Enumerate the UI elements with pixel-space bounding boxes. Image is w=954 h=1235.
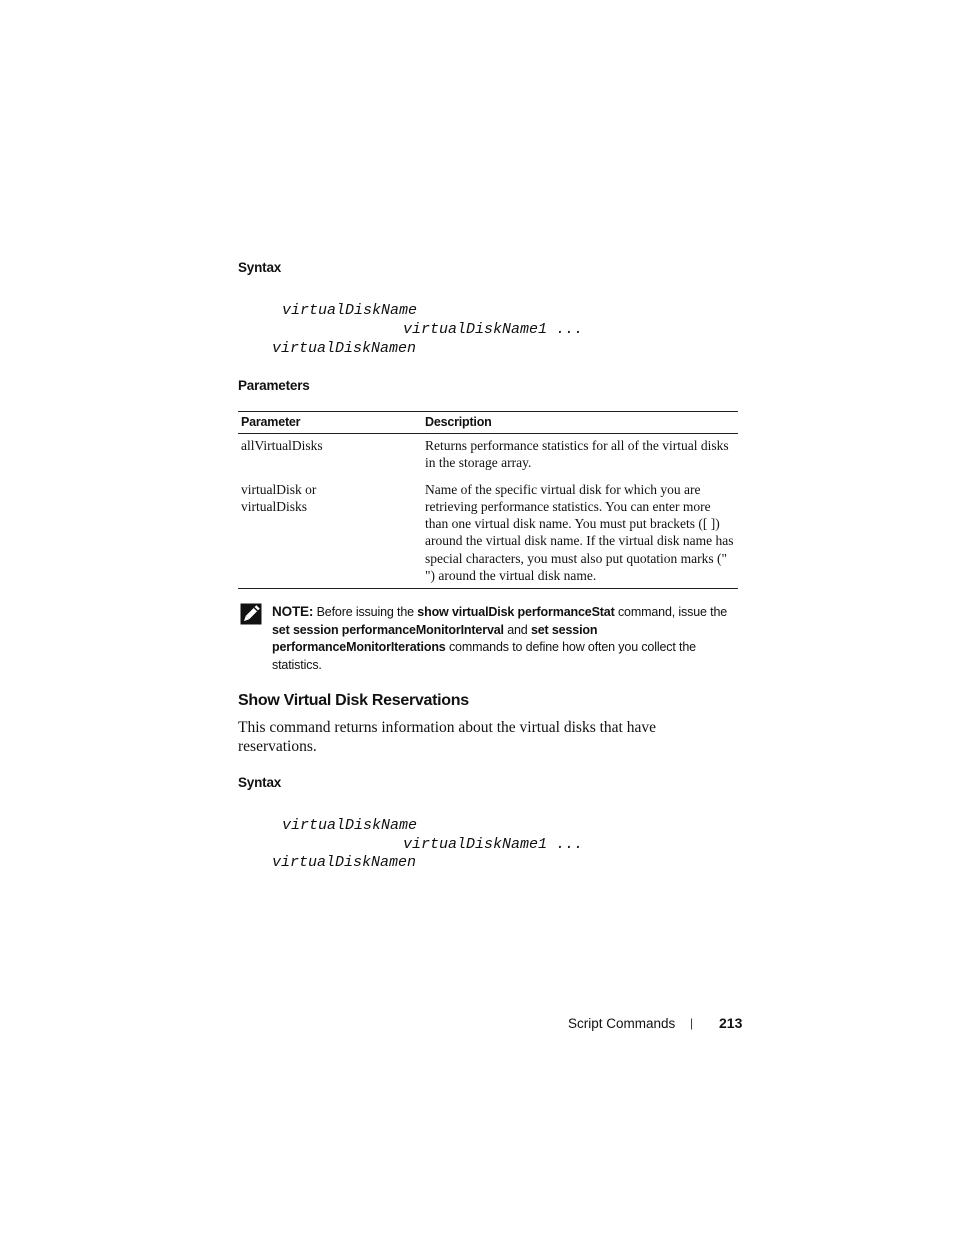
note-pencil-icon: [240, 603, 262, 625]
parameters-label: Parameters: [238, 378, 310, 393]
param-name: allVirtualDisks: [241, 438, 323, 453]
note-text-part: commands to define how often you collect the statistics.: [272, 640, 696, 672]
parameters-table: [238, 411, 738, 589]
footer-separator: |: [690, 1016, 694, 1030]
syntax-code-line-1: virtualDiskName: [282, 817, 418, 834]
syntax-code-line-3: virtualDiskNamen: [272, 854, 417, 871]
note-text-part: and: [507, 622, 528, 637]
note-text: [272, 603, 738, 674]
table-row: [238, 478, 738, 589]
note-text-part: Before issuing the: [316, 605, 414, 619]
note-command: set session performanceMonitorInterval: [272, 622, 504, 637]
note-text-part: command, issue the: [617, 605, 728, 619]
page-number: 213: [719, 1015, 743, 1031]
param-description: Returns performance statistics for all of the virtual disks in the storage array.: [425, 438, 729, 471]
syntax-label: Syntax: [238, 260, 282, 275]
param-name: virtualDisk or virtualDisks: [238, 478, 422, 589]
syntax-code-line-3: virtualDiskNamen: [272, 340, 417, 357]
param-description: Name of the specific virtual disk for which you are retrieving performance statistics. You can enter more than one virtual disk name. You must put brackets ([ ]) around the virtual disk name. If the virtual disk name has special characters, you must also put quotation marks (" ") around the virtual disk name.: [422, 478, 738, 589]
note-command: show virtualDisk performanceStat: [417, 605, 615, 619]
syntax-label: Syntax: [238, 775, 282, 790]
table-header-row: [238, 412, 738, 434]
column-header-parameter: Parameter: [238, 412, 422, 434]
note-label: NOTE:: [272, 604, 314, 619]
syntax-code-line-2: virtualDiskName1 ...: [403, 836, 584, 853]
syntax-code-line-1: virtualDiskName: [282, 302, 418, 319]
footer-section-title: Script Commands: [568, 1016, 676, 1031]
section-heading: Show Virtual Disk Reservations: [238, 692, 469, 709]
note-command: set session performanceMonitorIterations: [272, 622, 598, 654]
syntax-code-line-2: virtualDiskName1 ...: [403, 321, 584, 338]
column-header-description: Description: [422, 412, 738, 434]
section-body: This command returns information about the virtual disks that have reservations.: [238, 719, 656, 755]
table-row: [238, 434, 738, 478]
